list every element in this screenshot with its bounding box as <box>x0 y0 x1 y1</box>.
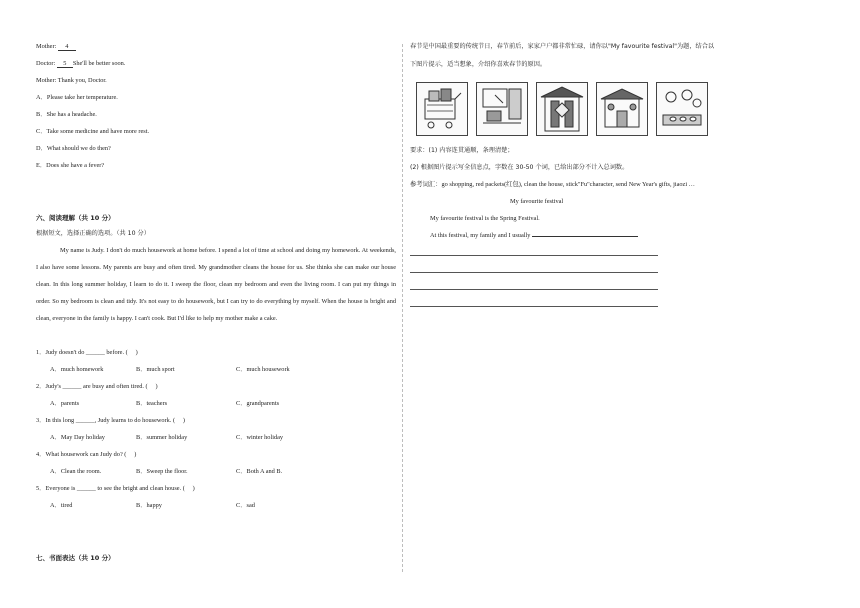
family-making-jiaozi-picture <box>656 82 708 136</box>
option-b[interactable]: B．teachers <box>136 400 168 407</box>
answer-blank-4[interactable] <box>58 44 76 51</box>
writing-line-4[interactable] <box>410 306 658 307</box>
dialogue-text: She'll be better soon. <box>72 60 126 67</box>
option-b[interactable]: B．much sport <box>136 366 175 373</box>
picture-prompts <box>416 82 706 136</box>
blank-number: 5 <box>63 60 67 67</box>
question-text: 2．Judy's ______ are busy and often tired. ( ) <box>36 383 158 390</box>
dialogue-line-mother-2 <box>36 78 107 84</box>
speaker: Mother: <box>36 77 57 84</box>
essay-answer-blank[interactable] <box>532 236 638 237</box>
speaker: Doctor: <box>36 60 56 67</box>
requirement-2: (2) 根据图片提示写全信息点，字数在 30-50 个词，已给出部分不计入总词数。 <box>410 164 629 171</box>
section-6-title: 六、阅读理解（共 10 分） <box>36 214 115 222</box>
essay-title: My favourite festival <box>510 198 564 205</box>
answer-blank-5[interactable] <box>57 61 73 68</box>
column-divider <box>402 44 403 572</box>
fu-character-door-picture <box>536 82 588 136</box>
reading-passage: My name is Judy. I don't do much housework at home before. I spend a lot of time at school and doing my homework. At weekends, I also have some lessons. My parents are busy and often tired. My grandmother cleans the house for us. She thinks she can make our house clean. In this long summer holiday, I learn to do it. I sweep the floor, clean my bedroom and even the living room. I can put my things in order. So my bedroom is clean and tidy. It's not easy to do housework, but I can try to do everything by myself. When the house is bright and clean, everyone in the family is happy. I can't cook. But I'd like to help my mother make a cake. <box>36 247 396 322</box>
shopping-cart-picture <box>416 82 468 136</box>
blank-number: 4 <box>65 43 69 50</box>
question-text: 5．Everyone is ______ to see the bright and clean house. ( ) <box>36 485 195 492</box>
writing-prompt-line-2: 下图片提示，适当想象，介绍你喜欢春节的原因。 <box>410 61 547 68</box>
option-a[interactable]: A．much homework <box>50 366 104 373</box>
option-a[interactable]: A．tired <box>50 502 73 509</box>
section-6-instruction: 根据短文，选择正确的选项。（共 10 分） <box>36 230 150 237</box>
dialogue-line-doctor <box>36 61 125 68</box>
requirement-1: 要求：(1) 内容连贯通顺，条理清楚； <box>410 147 514 154</box>
option-b[interactable]: B．happy <box>136 502 162 509</box>
option-c[interactable]: C．much housework <box>236 366 290 373</box>
option-c[interactable]: C．grandparents <box>236 400 280 407</box>
writing-prompt-line-1: 春节是中国最重要的传统节日，春节前后，家家户户都非常忙碌，请你以"My favourite festival"为题，结合以 <box>410 43 715 50</box>
option-a[interactable]: A．parents <box>50 400 80 407</box>
option-c[interactable]: C．Both A and B. <box>236 468 283 475</box>
question-text: 3．In this long ______, Judy learns to do housework. ( ) <box>36 417 186 424</box>
writing-line-3[interactable] <box>410 289 658 290</box>
option-c[interactable]: C．sad <box>236 502 255 509</box>
choice-c: C．Take some medicine and have more rest. <box>36 128 150 135</box>
cleaning-house-picture <box>476 82 528 136</box>
reference-words: 参考词汇：go shopping, red packets(红包), clean the house, stick"Fu"character, send New Year's gifts, jiaozi … <box>410 181 695 188</box>
option-b[interactable]: B．summer holiday <box>136 434 188 441</box>
choice-a: A．Please take her temperature. <box>36 94 118 101</box>
speaker: Mother: <box>36 43 57 50</box>
option-a[interactable]: A．Clean the room. <box>50 468 102 475</box>
section-7-title: 七、书面表达（共 10 分） <box>36 554 115 562</box>
choice-d: D．What should we do then? <box>36 145 111 152</box>
dialogue-line-mother-1 <box>36 44 76 51</box>
essay-line-1: My favourite festival is the Spring Festival. <box>430 215 540 222</box>
option-c[interactable]: C．winter holiday <box>236 434 284 441</box>
essay-line-2-text: At this festival, my family and I usually <box>430 232 531 239</box>
option-b[interactable]: B．Sweep the floor. <box>136 468 188 475</box>
writing-line-2[interactable] <box>410 272 658 273</box>
choice-e: E．Does she have a fever? <box>36 162 105 169</box>
choice-b: B．She has a headache. <box>36 111 97 118</box>
question-text: 1．Judy doesn't do ______ before. ( ) <box>36 349 138 356</box>
option-a[interactable]: A．May Day holiday <box>50 434 105 441</box>
essay-line-2 <box>430 233 638 239</box>
question-text: 4．What housework can Judy do? ( ) <box>36 451 137 458</box>
festival-house-picture <box>596 82 648 136</box>
dialogue-text: Thank you, Doctor. <box>57 77 107 84</box>
writing-line-1[interactable] <box>410 255 658 256</box>
